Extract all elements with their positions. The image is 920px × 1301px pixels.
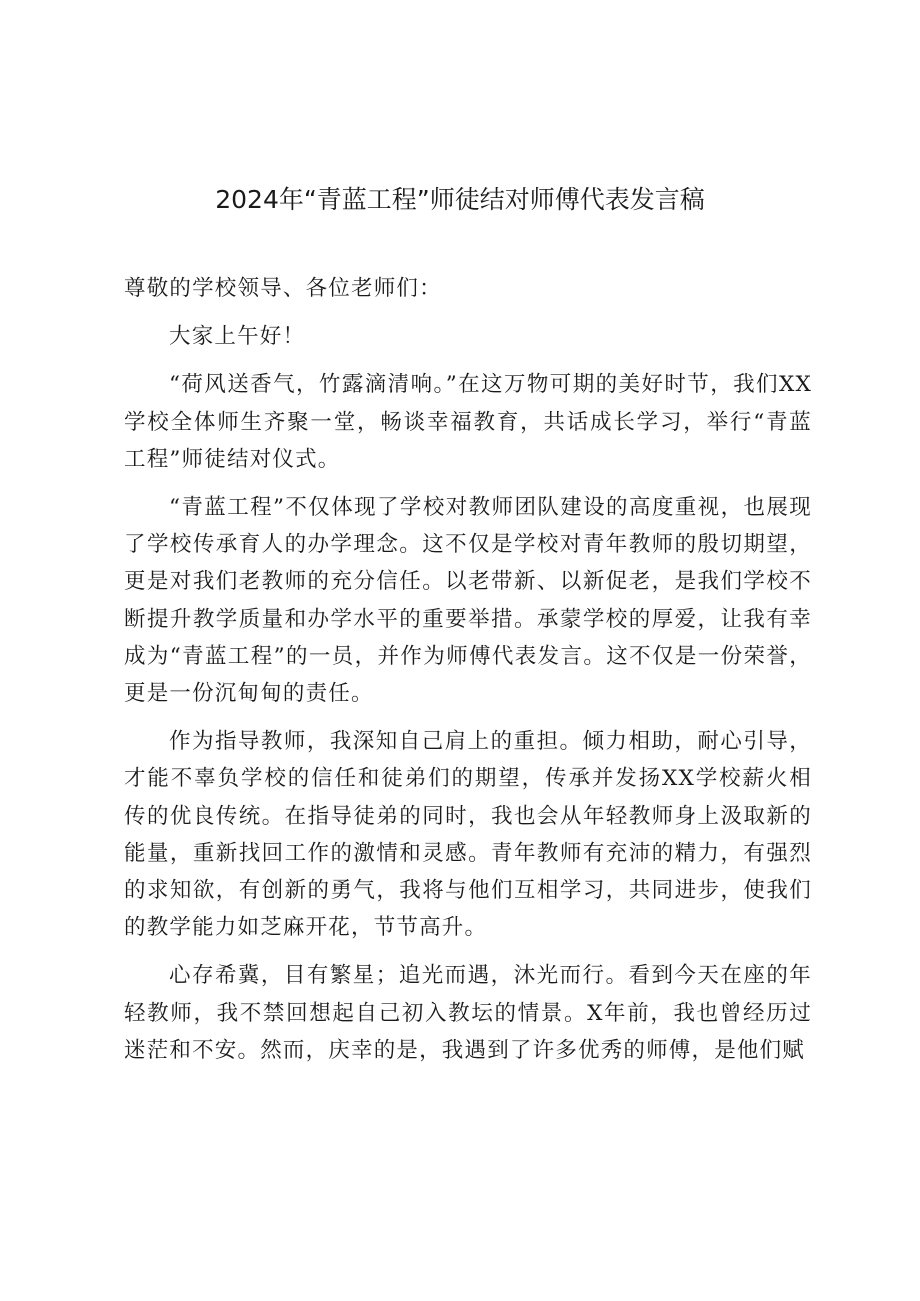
paragraph-3: 作为指导教师，我深知自己肩上的重担。倾力相助，耐心引导，才能不辜负学校的信任和徒弟们的期望，传承并发扬XX学校薪火相传的优良传统。在指导徒弟的同时，我也会从年轻教师身上汲取新的能量，重新找回工作的激情和灵感。青年教师有充沛的精力，有强烈的求知欲，有创新的勇气，我将与他们互相学习，共同进步，使我们的教学能力如芝麻开花，节节高升。 [124,729,812,941]
paragraph-1: “荷风送香气，竹露滴清响。”在这万物可期的美好时节，我们XX学校全体师生齐聚一堂，畅谈幸福教育，共话成长学习，举行“青蓝工程”师徒结对仪式。 [124,372,812,472]
salutation: 尊敬的学校领导、各位老师们： [124,276,442,301]
document-title: 2024年“青蓝工程”师徒结对师傅代表发言稿 [215,185,705,214]
document-body [124,270,812,1080]
greeting: 大家上午好！ [169,324,306,350]
paragraph-2: “青蓝工程”不仅体现了学校对教师团队建设的高度重视，也展现了学校传承育人的办学理念。这不仅是学校对青年教师的殷切期望，更是对我们老教师的充分信任。以老带新、以新促老，是我们学校不断提升教学质量和办学水平的重要举措。承蒙学校的厚爱，让我有幸成为“青蓝工程”的一员，并作为师傅代表发言。这不仅是一份荣誉，更是一份沉甸甸的责任。 [124,495,812,707]
paragraph-4: 心存希冀，目有繁星；追光而遇，沐光而行。看到今天在座的年轻教师，我不禁回想起自己初入教坛的情景。X年前，我也曾经历过迷茫和不安。然而，庆幸的是，我遇到了许多优秀的师傅，是他们赋 [124,963,812,1063]
